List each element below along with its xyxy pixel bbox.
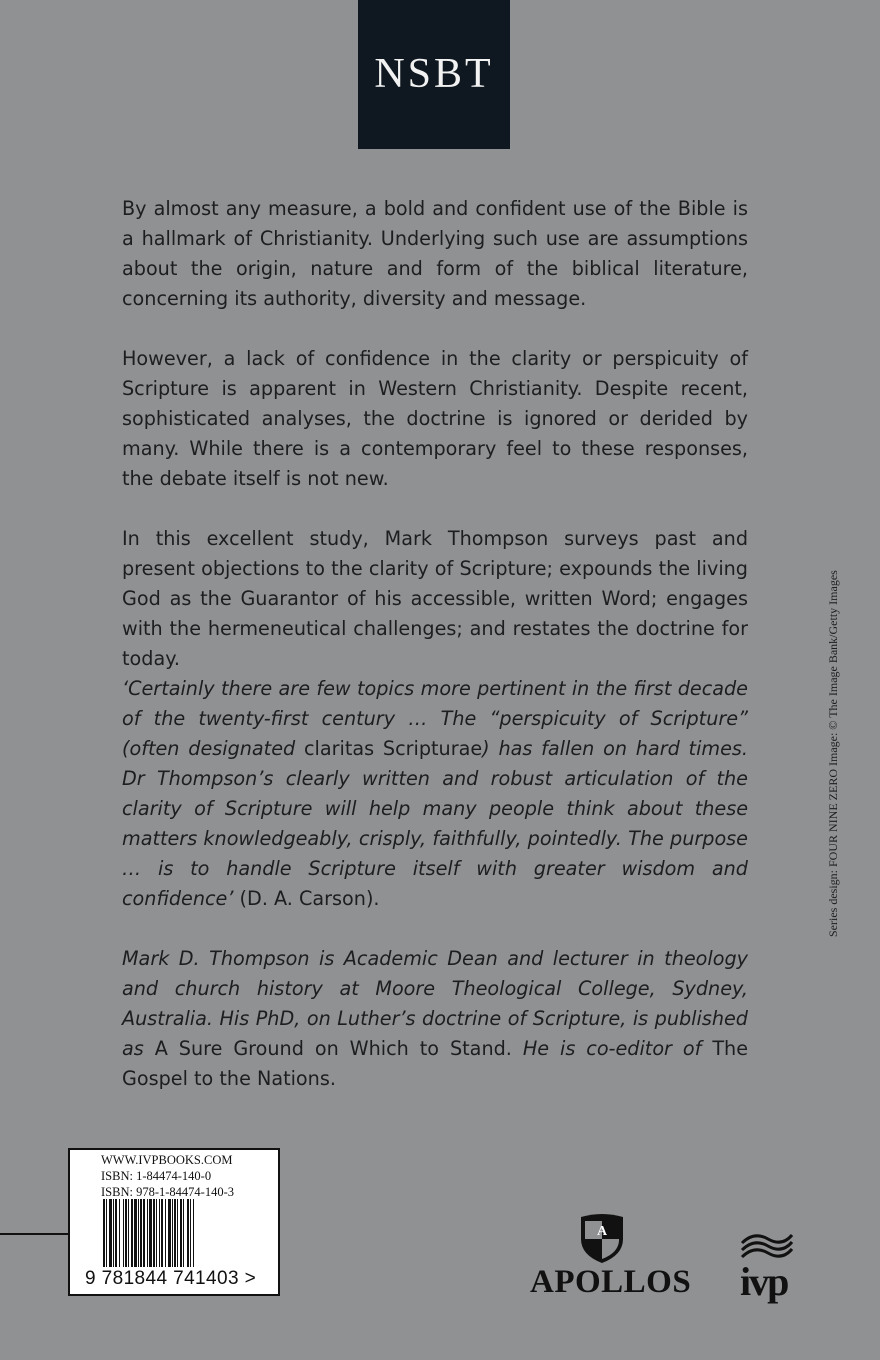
- series-logo-text: NSBT: [374, 50, 494, 97]
- quote-latin-term: claritas Scripturae: [303, 737, 483, 760]
- isbn-10: ISBN: 1-84474-140-0: [101, 1169, 212, 1183]
- author-bio: [122, 944, 748, 1094]
- bio-book-1: A Sure Ground on Which to Stand.: [154, 1037, 512, 1060]
- shield-letter: A: [596, 1224, 608, 1239]
- series-logo: [358, 0, 510, 149]
- quote-part-b: ) has fallen on hard times. Dr Thompson’s clearly written and robust articulation of the clarity of Scripture will help many people think about these matters knowledgeably, crisply, faithfully, pointedly. The purpose … is to handle Scripture itself with greater wisdom and confidence’: [122, 737, 748, 910]
- ivp-logo-text: ivp: [740, 1259, 788, 1304]
- quote-part-a: ‘Certainly there are few topics more pertinent in the first decade of the twenty-first century … The “perspicuity of Scripture” (often designated: [122, 677, 748, 760]
- bio-part-b: He is co-editor of: [511, 1037, 713, 1060]
- apollos-logo-text: APOLLOS: [530, 1264, 692, 1300]
- blurb-paragraph-1: [122, 194, 748, 314]
- divider-line: [0, 1233, 68, 1235]
- bio-part-a: Mark D. Thompson is Academic Dean and lecturer in theology and church history at Moore Theological College, Sydney, Australia. His PhD, on Luther’s doctrine of Scripture, is published as: [122, 947, 748, 1060]
- blurb-paragraph-3: [122, 524, 748, 674]
- blurb-text-3: In this excellent study, Mark Thompson surveys past and present objections to the clarity of Scripture; expounds the living God as the Guarantor of his accessible, written Word; engages with the hermeneutical challenges; and restates the doctrine for today.: [122, 527, 748, 670]
- bio-book-2: The Gospel to the Nations.: [122, 1037, 748, 1090]
- blurb-paragraph-2: [122, 344, 748, 494]
- barcode-digits: 9 781844 741403 >: [85, 1268, 257, 1289]
- quote-attribution: (D. A. Carson).: [233, 887, 380, 910]
- blurb-text-1: By almost any measure, a bold and confident use of the Bible is a hallmark of Christianity. Underlying such use are assumptions about the origin, nature and form of the biblical literature, concerning its authority, diversity and message.: [122, 197, 748, 310]
- barcode-bars: [101, 1199, 261, 1269]
- blurb-text-2: However, a lack of confidence in the clarity or perspicuity of Scripture is apparent in Western Christianity. Despite recent, sophisticated analyses, the doctrine is ignored or derided by many. While there is a contemporary feel to these responses, the debate itself is not new.: [122, 347, 748, 490]
- design-credit: Series design: FOUR NINE ZERO Image: © The Image Bank/Getty Images: [826, 570, 840, 937]
- apollos-shield-icon: [579, 1213, 625, 1265]
- isbn-13: ISBN: 978-1-84474-140-3: [101, 1185, 234, 1199]
- endorsement-quote: [122, 674, 748, 914]
- publisher-url: WWW.IVPBOOKS.COM: [101, 1153, 233, 1167]
